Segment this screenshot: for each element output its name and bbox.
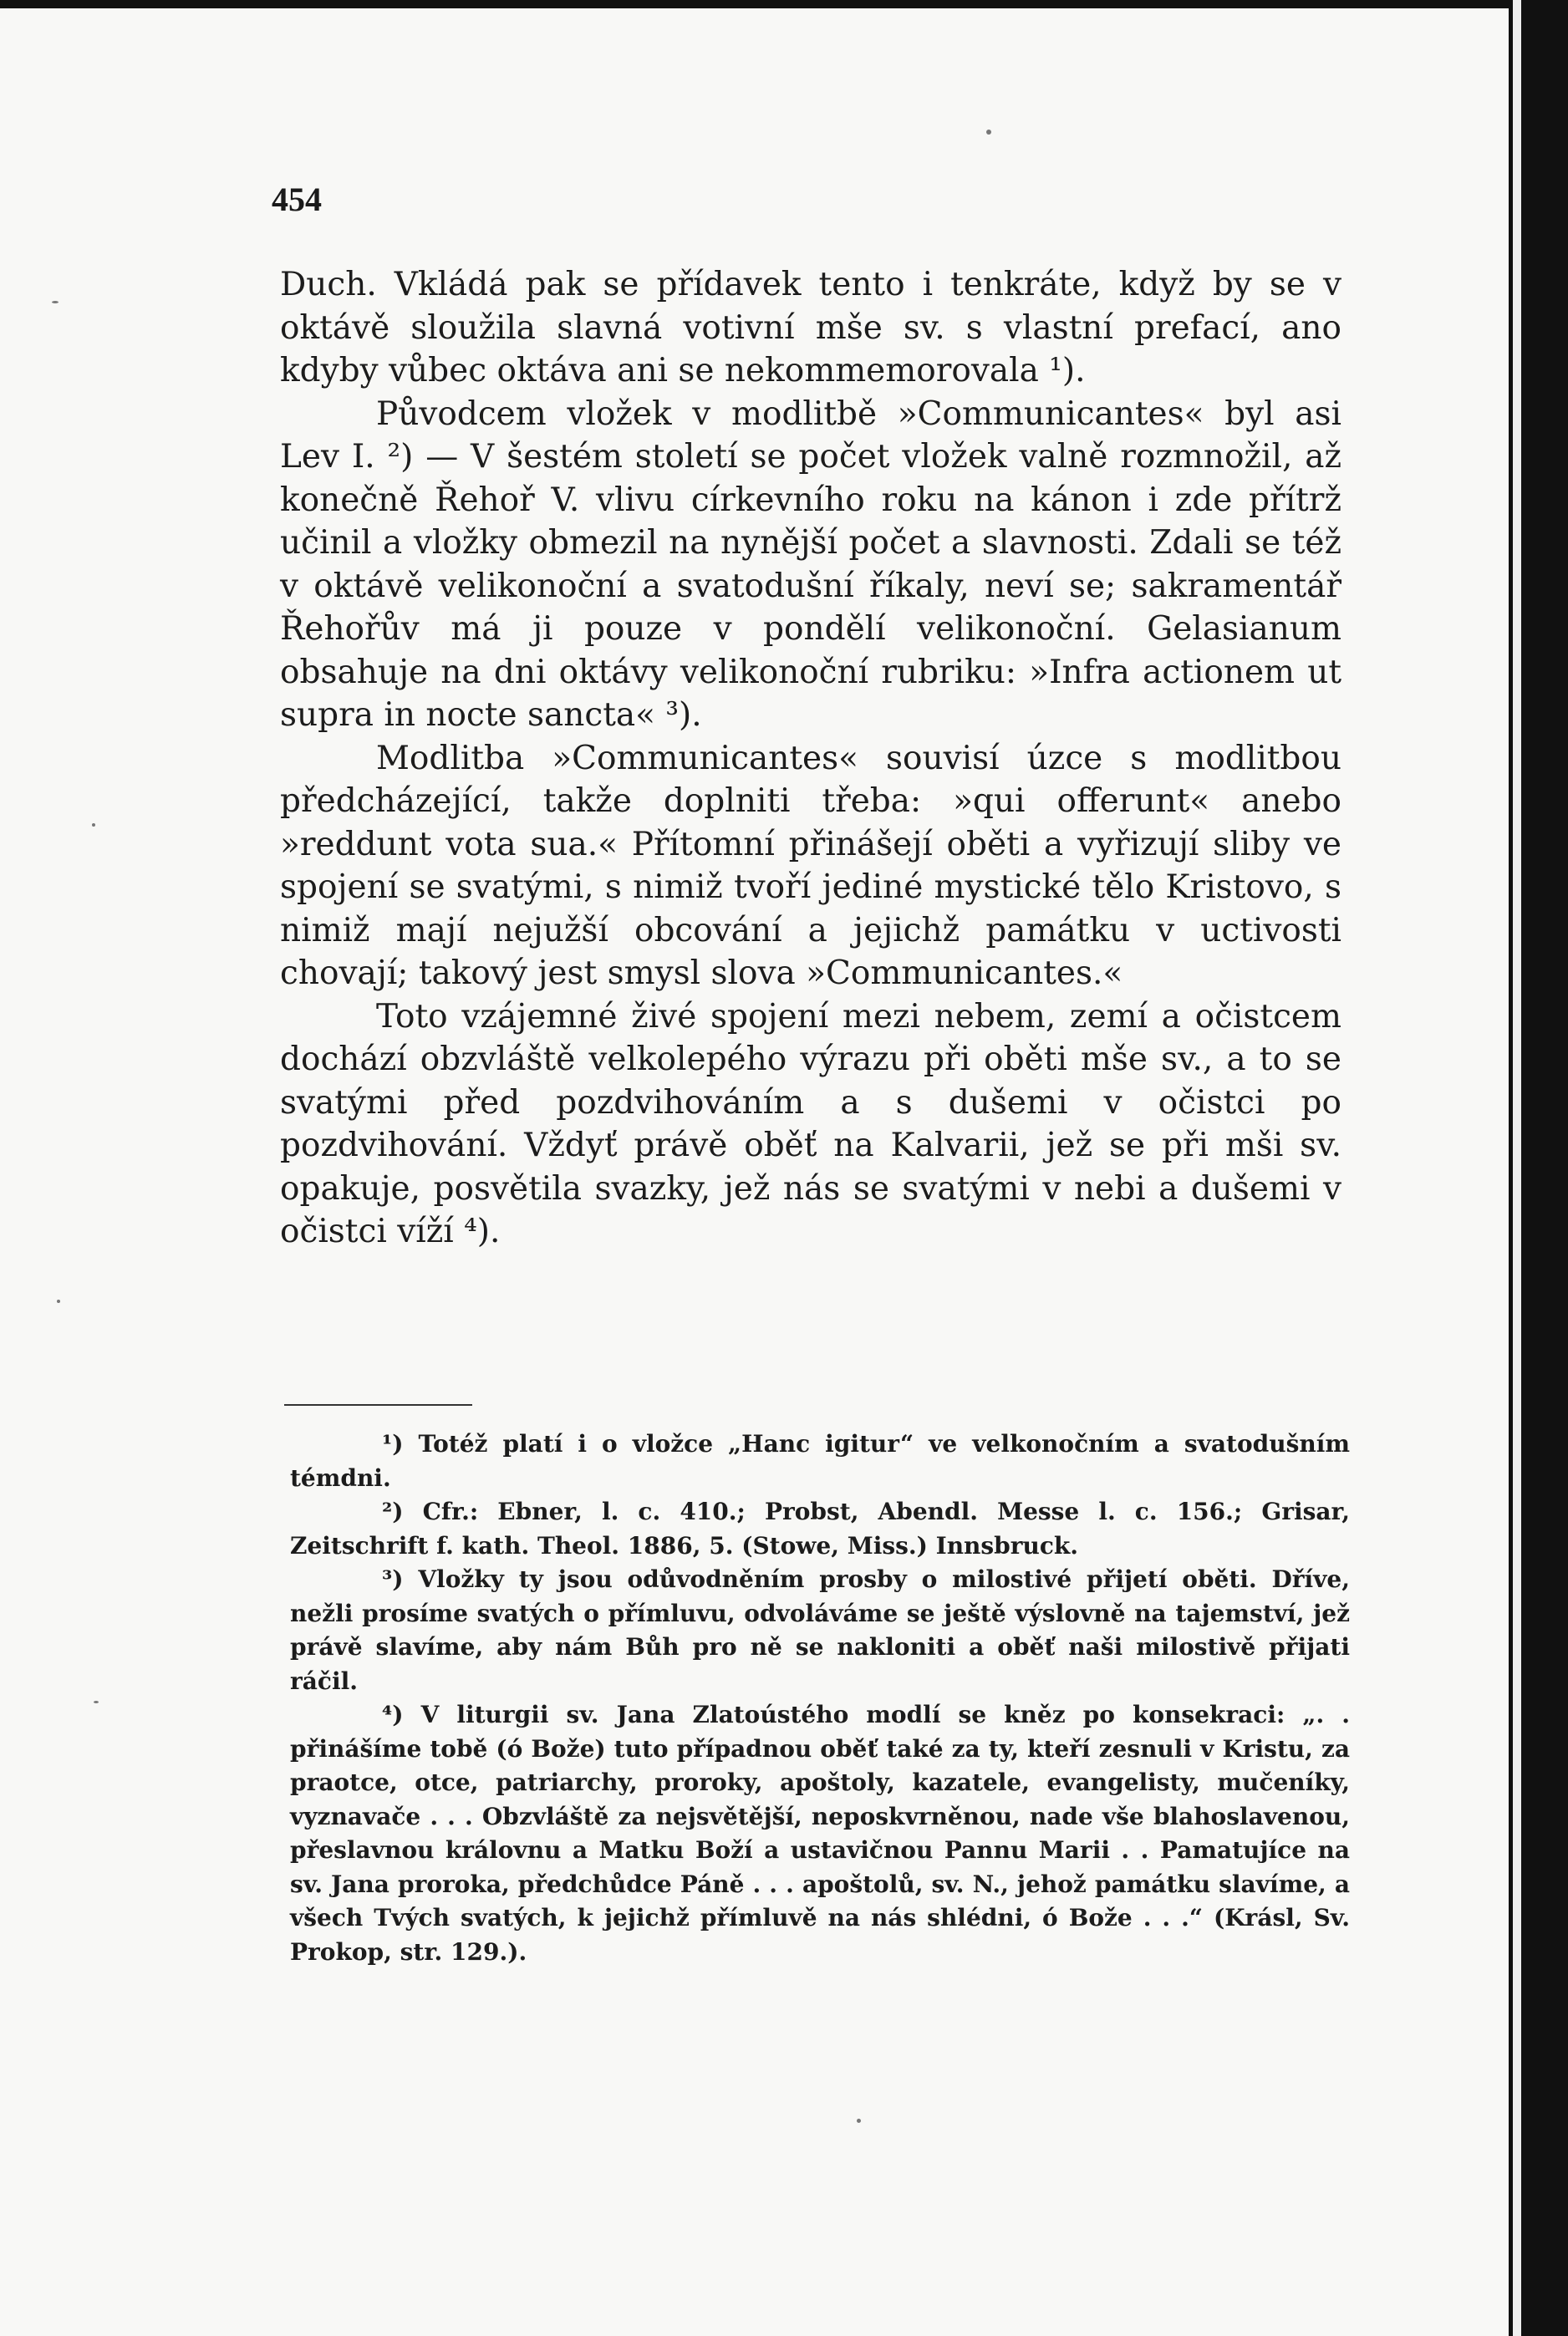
- footnote: ¹) Totéž platí i o vložce „Hanc igitur“ ve velkonočním a svatodušním témdni.: [290, 1430, 1350, 1492]
- scan-speck: [857, 2119, 861, 2123]
- scan-speck: [92, 823, 95, 827]
- footnote: ⁴) V liturgii sv. Jana Zlatoústého modlí se kněz po konsekraci: „. . přinášíme tobě (ó Bože) tuto případnou oběť také za ty, kteří zesnuli v Kristu, za praotce, otce, patriarchy, proroky, apoštoly, kazatele, evangelisty, mučeníky, vyznavače . . . Obzvláště za nejsvětější, neposkvrněnou, nade vše blahoslavenou, přeslavnou královnu a Matku Boží a ustavičnou Pannu Marii . . Pamatujíce na sv. Jana proroka, předchůdce Páně . . . apoštolů, sv. N., jehož památku slavíme, a všech Tvých svatých, k jejichž přímluvě na nás shlédni, ó Bože . . .“ (Krásl, Sv. Prokop, str. 129.).: [290, 1701, 1350, 1966]
- scan-speck: [52, 301, 59, 303]
- scan-speck: [986, 130, 991, 135]
- scan-speck: [57, 1300, 60, 1303]
- footnote: ²) Cfr.: Ebner, l. c. 410.; Probst, Abendl. Messe l. c. 156.; Grisar, Zeitschrift f. kath. Theol. 1886, 5. (Stowe, Miss.) Innsbruck.: [290, 1498, 1350, 1560]
- footnotes: [290, 1428, 1350, 1969]
- paragraph: Toto vzájemné živé spojení mezi nebem, zemí a očistcem dochází obzvláště velkolepého výrazu při oběti mše sv., a to se svatými před pozdvihováním a s dušemi v očistci po pozdvihování. Vždyť právě oběť na Kalvarii, jež se při mši sv. opakuje, posvětila svazky, jež nás se svatými v nebi a dušemi v očistci víží ⁴).: [280, 997, 1341, 1250]
- paragraph: Modlitba »Communicantes« souvisí úzce s modlitbou předcházející, takže doplniti třeba: »qui offerunt« anebo »reddunt vota sua.« Přítomní přinášejí oběti a vyřizují sliby ve spojení se svatými, s nimiž tvoří jediné mystické tělo Kristovo, s nimiž mají nejužší obcování a jejichž památku v uctivosti chovají; takový jest smysl slova »Communicantes.«: [280, 739, 1341, 992]
- paragraph: Duch. Vkládá pak se přídavek tento i tenkráte, když by se v oktávě sloužila slavná votivní mše sv. s vlastní prefací, ano kdyby vůbec oktáva ani se nekommemorovala ¹).: [280, 266, 1341, 389]
- body-text: [280, 263, 1341, 1254]
- page-edge: [1513, 0, 1521, 2336]
- scan-speck: [94, 1701, 99, 1703]
- book-page: [0, 8, 1509, 2336]
- footnote-separator: [284, 1404, 472, 1406]
- paragraph: Původcem vložek v modlitbě »Communicantes« byl asi Lev I. ²) — V šestém století se počet vložek valně rozmnožil, až konečně Řehoř V. vlivu církevního roku na kánon i zde přítrž učinil a vložky obmezil na nynější počet a slavnosti. Zdali se též v oktávě velikonoční a svatodušní říkaly, neví se; sakramentář Řehořův má ji pouze v pondělí velikonoční. Gelasianum obsahuje na dni oktávy velikonoční rubriku: »Infra actionem ut supra in nocte sancta« ³).: [280, 394, 1341, 734]
- page-number: 454: [272, 181, 322, 218]
- footnote: ³) Vložky ty jsou odůvodněním prosby o milostivé přijetí oběti. Dříve, nežli prosíme svatých o přímluvu, odvoláváme se ještě výslovně na tajemství, jež právě slavíme, aby nám Bůh pro ně se nakloniti a oběť naši milostivě přijati ráčil.: [290, 1565, 1350, 1695]
